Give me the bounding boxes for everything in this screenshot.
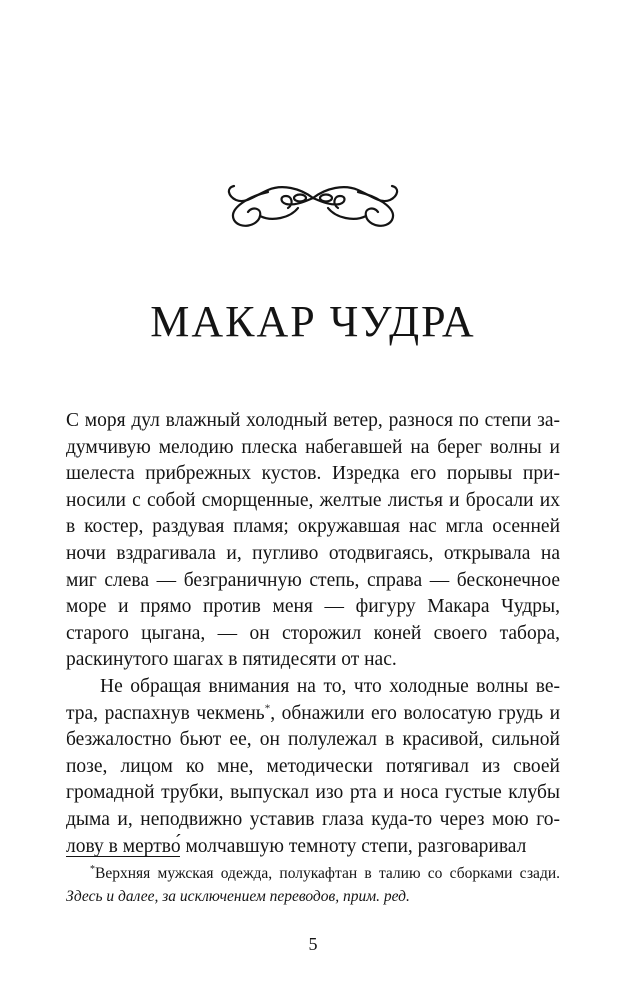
footnote-editorial-note: Здесь и далее, за исключением переводов, прим. ред.: [66, 888, 410, 905]
paragraph-1: С моря дул влажный холодный ветер, разнося по степи задумчивую мелодию плеска набегавшей на берег волны и шелеста прибрежных кустов. Изредка его порывы приносили с собой сморщенные, желтые листья и бросали их в костер, раздувая пламя; окружавшая нас мгла осенней ночи вздрагивала и, пугливо отодвигаясь, открывала на миг слева — безграничную степь, справа — бесконечное море и прямо против меня — фигуру Макара Чудры, старого цыгана, — он сторожил коней своего табора, раскинутого шагах в пятидесяти от нас.: [66, 410, 560, 671]
paragraph-2-end: , обнажили его волосатую грудь и безжалостно бьют ее, он полулежал в красивой, сильной позе, лицом ко мне, методически потягивал из своей громадной трубки, выпускал изо рта и носа густые клубы дыма и, неподвижно уставив глаза куда-то через мою голову в мертво́ молчавшую темноту степи, разговаривал: [66, 702, 561, 857]
footnote-reference[interactable]: *: [264, 702, 271, 715]
paragraph-2-start: Не обращая внимания на то, что холодные волны ветра, распахнув чекмень: [66, 675, 560, 724]
footnote-divider: [66, 856, 180, 857]
footnote: [66, 862, 560, 908]
paragraph-2: [66, 674, 560, 860]
page-number: 5: [308, 934, 318, 954]
footnote-line: [66, 862, 560, 908]
body-text: [66, 408, 560, 860]
decorative-flourish-icon: [220, 178, 406, 232]
footnote-text: Верхняя мужская одежда, полукафтан в талию со сборками сзади.: [95, 865, 560, 882]
footnote-mark: *: [90, 863, 95, 875]
chapter-title: МАКАР ЧУДРА: [150, 297, 476, 346]
